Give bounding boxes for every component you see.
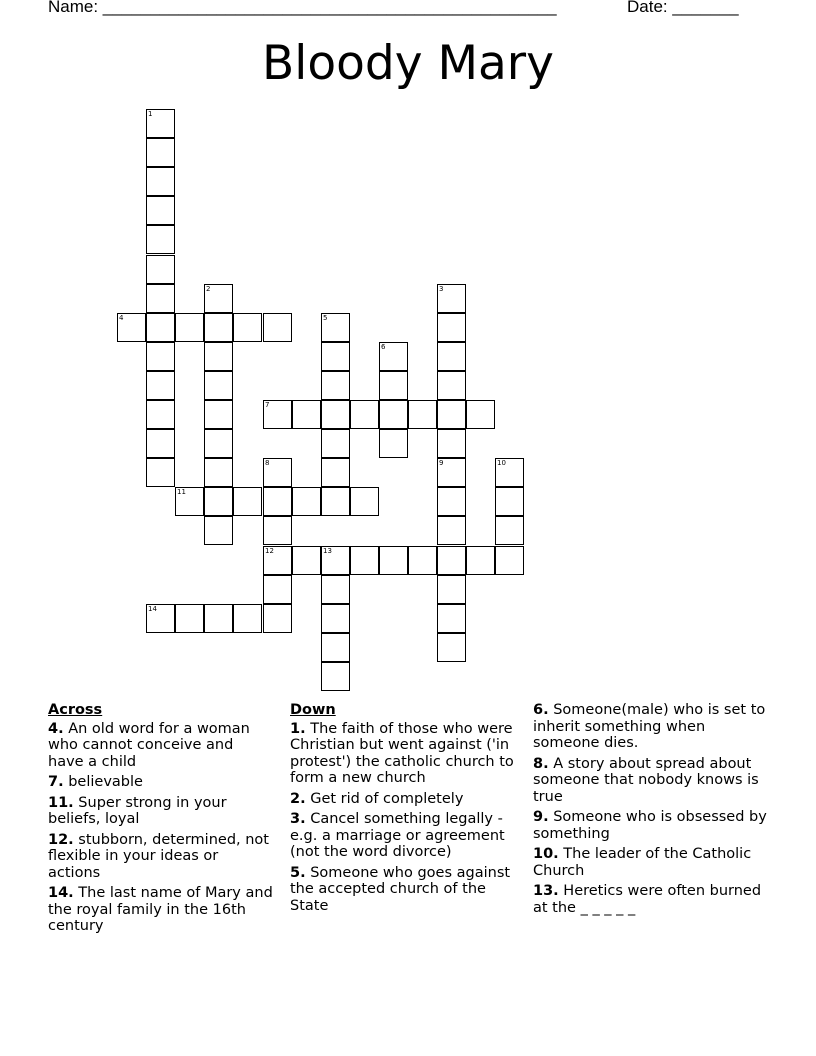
clue-text: believable: [63, 774, 143, 790]
grid-cell[interactable]: [321, 546, 350, 575]
grid-cell[interactable]: [175, 487, 204, 516]
grid-cell[interactable]: [146, 604, 175, 633]
grid-cell[interactable]: [175, 313, 204, 342]
grid-cell[interactable]: [437, 604, 466, 633]
cell-number: 2: [206, 285, 211, 293]
grid-cell[interactable]: [437, 516, 466, 545]
grid-cell[interactable]: [321, 429, 350, 458]
grid-cell[interactable]: [437, 342, 466, 371]
grid-cell[interactable]: [321, 662, 350, 691]
grid-cell[interactable]: [233, 313, 262, 342]
clue-item: [290, 791, 525, 808]
clue-number: 9.: [533, 809, 549, 825]
grid-cell[interactable]: [437, 429, 466, 458]
grid-cell[interactable]: [437, 487, 466, 516]
clue-item: [533, 702, 768, 752]
clue-number: 2.: [290, 790, 306, 807]
clue-item: [290, 865, 525, 915]
grid-cell[interactable]: [292, 487, 321, 516]
clue-item: [48, 774, 273, 791]
grid-cell[interactable]: [495, 487, 524, 516]
grid-cell[interactable]: [379, 400, 408, 429]
grid-cell[interactable]: [321, 604, 350, 633]
grid-cell[interactable]: [466, 546, 495, 575]
down-heading: Down: [290, 702, 336, 718]
puzzle-title: Bloody Mary: [262, 36, 554, 91]
grid-cell[interactable]: [146, 255, 175, 284]
cell-number: 3: [439, 285, 444, 293]
clue-number: 4.: [48, 720, 64, 737]
clue-number: 5.: [290, 864, 306, 881]
grid-cell[interactable]: [146, 313, 175, 342]
grid-cell[interactable]: [263, 604, 292, 633]
grid-cell[interactable]: [146, 167, 175, 196]
grid-cell[interactable]: [233, 604, 262, 633]
cell-number: 1: [148, 110, 153, 118]
clue-text: A story about spread about someone that nobody knows is true: [533, 755, 759, 805]
down-clues: [290, 702, 525, 918]
cell-number: 14: [148, 605, 157, 613]
grid-cell[interactable]: [204, 400, 233, 429]
grid-cell[interactable]: [408, 546, 437, 575]
grid-cell[interactable]: [204, 284, 233, 313]
grid-cell[interactable]: [321, 313, 350, 342]
clue-number: 6.: [533, 702, 549, 718]
grid-cell[interactable]: [146, 225, 175, 254]
clue-text: Super strong in your beliefs, loyal: [48, 794, 227, 827]
grid-cell[interactable]: [204, 342, 233, 371]
grid-cell[interactable]: [263, 516, 292, 545]
cell-number: 10: [497, 459, 506, 467]
grid-cell[interactable]: [146, 429, 175, 458]
grid-cell[interactable]: [146, 458, 175, 487]
clue-text: Someone who goes against the accepted church of the State: [290, 864, 511, 914]
grid-cell[interactable]: [204, 516, 233, 545]
down-list: [290, 721, 525, 915]
grid-cell[interactable]: [146, 342, 175, 371]
clue-number: 14.: [48, 885, 74, 901]
cell-number: 4: [119, 314, 124, 322]
grid-cell[interactable]: [379, 371, 408, 400]
cell-number: 13: [323, 547, 332, 555]
down-list-continued: [533, 702, 768, 916]
clue-text: Someone(male) who is set to inherit something when someone dies.: [533, 702, 766, 751]
clue-text: Heretics were often burned at the _ _ _ _ _: [533, 883, 762, 916]
clue-number: 7.: [48, 774, 64, 790]
cell-number: 11: [177, 488, 186, 496]
grid-cell[interactable]: [321, 400, 350, 429]
grid-cell[interactable]: [408, 400, 437, 429]
grid-cell[interactable]: [263, 546, 292, 575]
grid-cell[interactable]: [263, 400, 292, 429]
grid-cell[interactable]: [233, 487, 262, 516]
clue-text: Cancel something legally - e.g. a marriage or agreement (not the word divorce): [290, 811, 505, 860]
across-clues: [48, 702, 273, 939]
grid-cell[interactable]: [263, 313, 292, 342]
across-heading: Across: [48, 702, 103, 718]
grid-cell[interactable]: [204, 371, 233, 400]
grid-cell[interactable]: [321, 458, 350, 487]
grid-cell[interactable]: [350, 487, 379, 516]
clue-text: The faith of those who were Christian but went against ('in protest') the catholic church to form a new church: [290, 720, 514, 786]
across-list: [48, 721, 273, 935]
grid-cell[interactable]: [321, 371, 350, 400]
grid-cell[interactable]: [350, 546, 379, 575]
clue-text: stubborn, determined, not flexible in your ideas or actions: [48, 831, 269, 881]
cell-number: 6: [381, 343, 386, 351]
grid-cell[interactable]: [204, 458, 233, 487]
grid-cell[interactable]: [204, 604, 233, 633]
grid-cell[interactable]: [204, 429, 233, 458]
grid-cell[interactable]: [263, 487, 292, 516]
grid-cell[interactable]: [437, 575, 466, 604]
clue-item: [290, 721, 525, 787]
grid-cell[interactable]: [146, 196, 175, 225]
grid-cell[interactable]: [437, 546, 466, 575]
grid-cell[interactable]: [350, 400, 379, 429]
grid-cell[interactable]: [495, 546, 524, 575]
cell-number: 8: [265, 459, 270, 467]
grid-cell[interactable]: [204, 313, 233, 342]
clue-number: 1.: [290, 720, 306, 737]
clue-text: The last name of Mary and the royal family in the 16th century: [48, 885, 273, 934]
grid-cell[interactable]: [321, 633, 350, 662]
clue-item: [48, 885, 273, 935]
grid-cell[interactable]: [466, 400, 495, 429]
grid-cell[interactable]: [437, 400, 466, 429]
clue-item: [290, 811, 525, 861]
clue-item: [533, 846, 768, 879]
clue-text: Someone who is obsessed by something: [533, 809, 767, 842]
cell-number: 7: [265, 401, 270, 409]
cell-number: 5: [323, 314, 328, 322]
clue-number: 13.: [533, 883, 559, 899]
grid-cell[interactable]: [437, 633, 466, 662]
grid-cell[interactable]: [204, 487, 233, 516]
grid-cell[interactable]: [321, 487, 350, 516]
clue-item: [48, 721, 273, 771]
grid-cell[interactable]: [379, 546, 408, 575]
clue-number: 8.: [533, 755, 549, 772]
grid-cell[interactable]: [146, 400, 175, 429]
grid-cell[interactable]: [437, 313, 466, 342]
grid-cell[interactable]: [292, 400, 321, 429]
clue-number: 12.: [48, 831, 74, 848]
clue-number: 3.: [290, 811, 306, 827]
grid-cell[interactable]: [437, 458, 466, 487]
cell-number: 12: [265, 547, 274, 555]
grid-cell[interactable]: [321, 342, 350, 371]
name-line: Name: ________________________________________________: [48, 0, 557, 16]
clue-item: [48, 832, 273, 882]
grid-cell[interactable]: [495, 458, 524, 487]
grid-cell[interactable]: [146, 284, 175, 313]
clue-number: 10.: [533, 846, 559, 862]
clue-number: 11.: [48, 794, 74, 811]
clue-text: An old word for a woman who cannot conceive and have a child: [48, 720, 250, 770]
grid-cell[interactable]: [292, 546, 321, 575]
grid-cell[interactable]: [146, 109, 175, 138]
grid-cell[interactable]: [379, 429, 408, 458]
date-line: Date: _______: [627, 0, 739, 16]
grid-cell[interactable]: [437, 371, 466, 400]
clue-item: [533, 809, 768, 842]
down-clues-continued: [533, 702, 768, 920]
cell-number: 9: [439, 459, 444, 467]
grid-cell[interactable]: [117, 313, 146, 342]
grid-cell[interactable]: [146, 138, 175, 167]
clue-item: [533, 756, 768, 806]
clue-item: [48, 795, 273, 828]
grid-cell[interactable]: [263, 575, 292, 604]
clue-item: [533, 883, 768, 916]
grid-cell[interactable]: [146, 371, 175, 400]
grid-cell[interactable]: [379, 342, 408, 371]
grid-cell[interactable]: [263, 458, 292, 487]
clue-text: Get rid of completely: [305, 790, 464, 807]
grid-cell[interactable]: [495, 516, 524, 545]
grid-cell[interactable]: [437, 284, 466, 313]
clue-text: The leader of the Catholic Church: [533, 846, 752, 879]
grid-cell[interactable]: [321, 575, 350, 604]
grid-cell[interactable]: [175, 604, 204, 633]
